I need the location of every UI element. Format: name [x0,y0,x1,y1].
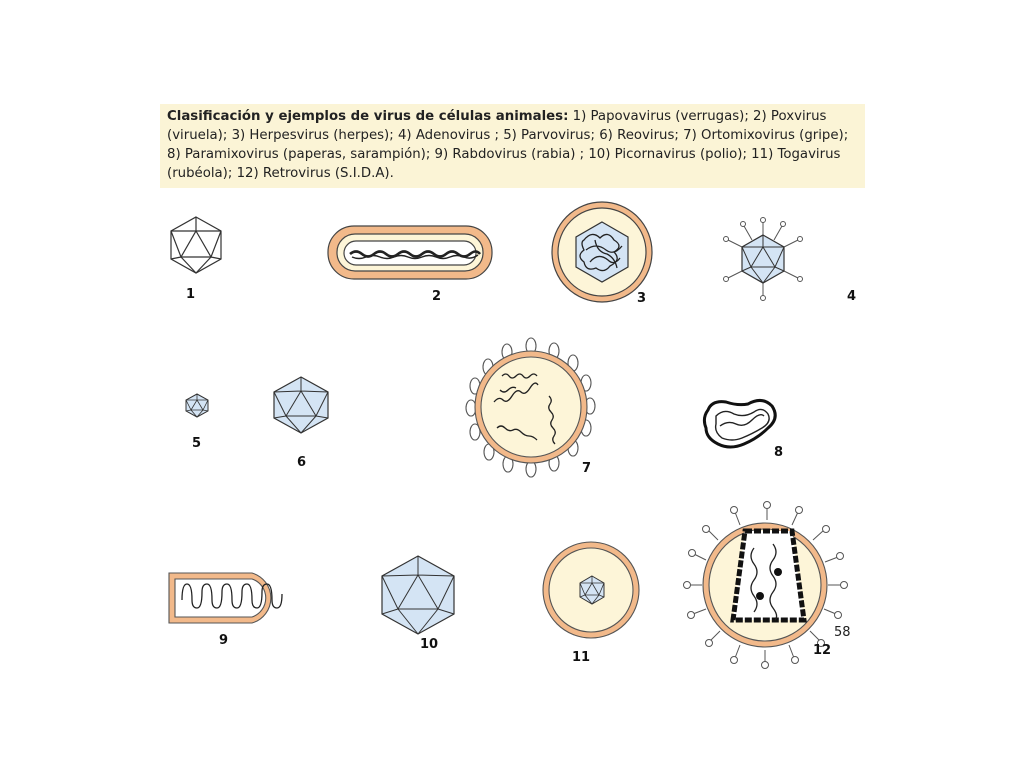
figure-label-2: 2 [432,289,442,304]
caption-heading: Clasificación y ejemplos de virus de células animales: [167,109,569,124]
figure-label-5: 5 [192,436,202,451]
figure-label-9: 9 [219,633,229,648]
figure-label-12: 12 [813,643,832,658]
virus-1-papovavirus [171,217,221,273]
figure-label-10: 10 [420,637,439,652]
figure-label-4: 4 [847,289,857,304]
virus-9-rabdovirus [169,573,282,623]
page-number: 58 [834,625,851,640]
virus-8-paramixovirus [704,400,775,447]
figure-label-7: 7 [582,461,592,476]
virus-6-reovirus [274,377,328,433]
virus-3-herpesvirus [552,202,652,302]
virus-7-ortomixovirus [466,338,595,477]
virus-4-adenovirus [724,218,803,301]
virus-10-picornavirus [382,556,454,634]
figure-label-1: 1 [186,287,196,302]
figure-label-3: 3 [637,291,647,306]
caption-text: 1) Papovavirus (verrugas); 2) Poxvirus (viruela); 3) Herpesvirus (herpes); 4) Adenovirus ; 5) Parvovirus; 6) Reovirus; 7) Ortomixovirus (gripe); 8) Paramixovirus (paperas, sarampión); 9) Rabdovirus (rabia) ; 10) Picornavirus (polio); 11) Togavirus (rubéola); 12) Retrovirus (S.I.D.A). [167,109,849,181]
figure-label-8: 8 [774,445,784,460]
virus-5-parvovirus [186,394,208,417]
figure-label-11: 11 [572,650,591,665]
figure-label-6: 6 [297,455,307,470]
virus-2-poxvirus [328,226,492,279]
virus-11-togavirus [543,542,639,638]
